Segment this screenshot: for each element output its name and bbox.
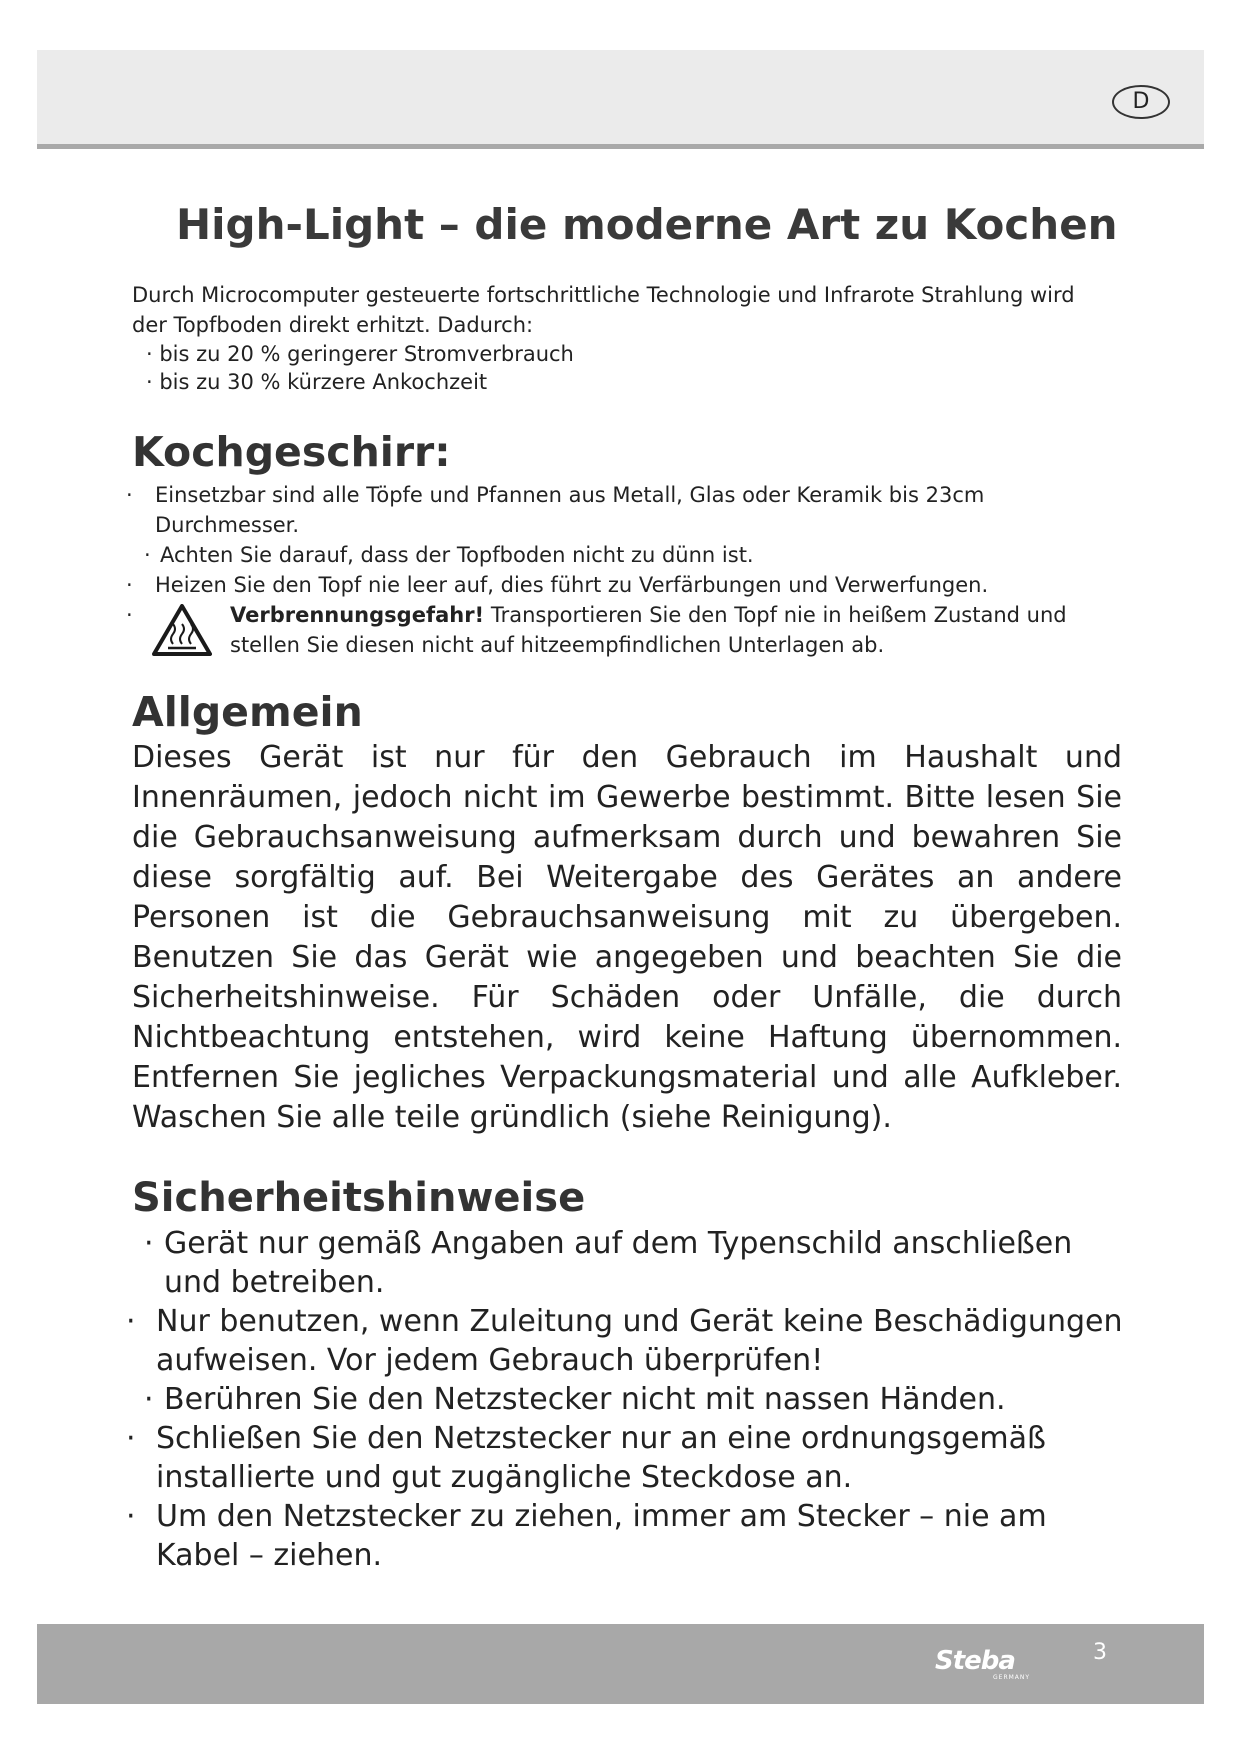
intro-section bbox=[132, 280, 1092, 396]
warning-label: Verbrennungsgefahr! bbox=[230, 603, 485, 627]
safety-list bbox=[126, 1224, 1126, 1575]
intro-text: Durch Microcomputer gesteuerte fortschrittliche Technologie und Infrarote Strahlung wird der Topfboden direkt erhitzt. Dadurch: bbox=[132, 283, 1075, 337]
list-item: · Heizen Sie den Topf nie leer auf, dies führt zu Verfärbungen und Verwerfungen. bbox=[126, 573, 989, 597]
warning-text: Transportieren Sie den Topf nie in heißem Zustand und stellen Sie diesen nicht auf hitzeempfindlichen Unterlagen ab. bbox=[230, 603, 1067, 657]
cookware-list bbox=[126, 480, 1106, 660]
cookware-heading: Kochgeschirr: bbox=[132, 428, 451, 476]
list-item: · Um den Netzstecker zu ziehen, immer am Stecker – nie am Kabel – ziehen. bbox=[126, 1499, 1047, 1573]
list-item: · Einsetzbar sind alle Töpfe und Pfannen aus Metall, Glas oder Keramik bis 23cm Durchmesser. bbox=[126, 483, 985, 537]
warning-item: · Verbrennungsgefahr! Transportieren Sie den Topf nie in heißem Zustand und stellen Sie diesen nicht auf hitzeempfindlichen Unterlagen ab. bbox=[126, 603, 1067, 657]
language-badge: D bbox=[1112, 85, 1170, 119]
header-band bbox=[37, 50, 1204, 149]
brand-logo: Steba GERMANY bbox=[935, 1646, 1031, 1681]
list-item: · Achten Sie darauf, dass der Topfboden nicht zu dünn ist. bbox=[144, 543, 754, 567]
general-text: Dieses Gerät ist nur für den Gebrauch im Haushalt und Innenräumen, jedoch nicht im Gewerbe bestimmt. Bitte lesen Sie die Gebrauchsanweisung aufmerksam durch und bewahren Sie diese sorgfältig auf. Bei Weitergabe des Gerätes an andere Personen ist die Gebrauchsanweisung mit zu übergeben. Benutzen Sie das Gerät wie angegeben und beachten Sie die Sicherheitshinweise. Für Schäden oder Unfälle, die durch Nichtbeachtung entstehen, wird keine Haftung übernommen. Entfernen Sie jegliches Verpackungsmaterial und alle Aufkleber. Waschen Sie alle teile gründlich (siehe Reinigung). bbox=[132, 740, 1122, 1135]
intro-point: · bis zu 20 % geringerer Stromverbrauch bbox=[146, 342, 574, 366]
general-heading: Allgemein bbox=[132, 688, 363, 736]
page-number: 3 bbox=[1093, 1640, 1107, 1665]
safety-heading: Sicherheitshinweise bbox=[132, 1175, 586, 1221]
intro-point: · bis zu 30 % kürzere Ankochzeit bbox=[146, 370, 488, 394]
list-item: · Gerät nur gemäß Angaben auf dem Typenschild anschließen und betreiben. bbox=[144, 1226, 1073, 1300]
hot-surface-warning-icon bbox=[152, 604, 212, 656]
page-title: High-Light – die moderne Art zu Kochen bbox=[176, 200, 1118, 249]
list-item: · Nur benutzen, wenn Zuleitung und Gerät keine Beschädigungen aufweisen. Vor jedem Gebrauch überprüfen! bbox=[126, 1304, 1123, 1378]
list-item: · Schließen Sie den Netzstecker nur an eine ordnungsgemäß installierte und gut zugängliche Steckdose an. bbox=[126, 1421, 1046, 1495]
intro-points bbox=[132, 340, 1092, 396]
list-item: · Berühren Sie den Netzstecker nicht mit nassen Händen. bbox=[144, 1382, 1006, 1417]
